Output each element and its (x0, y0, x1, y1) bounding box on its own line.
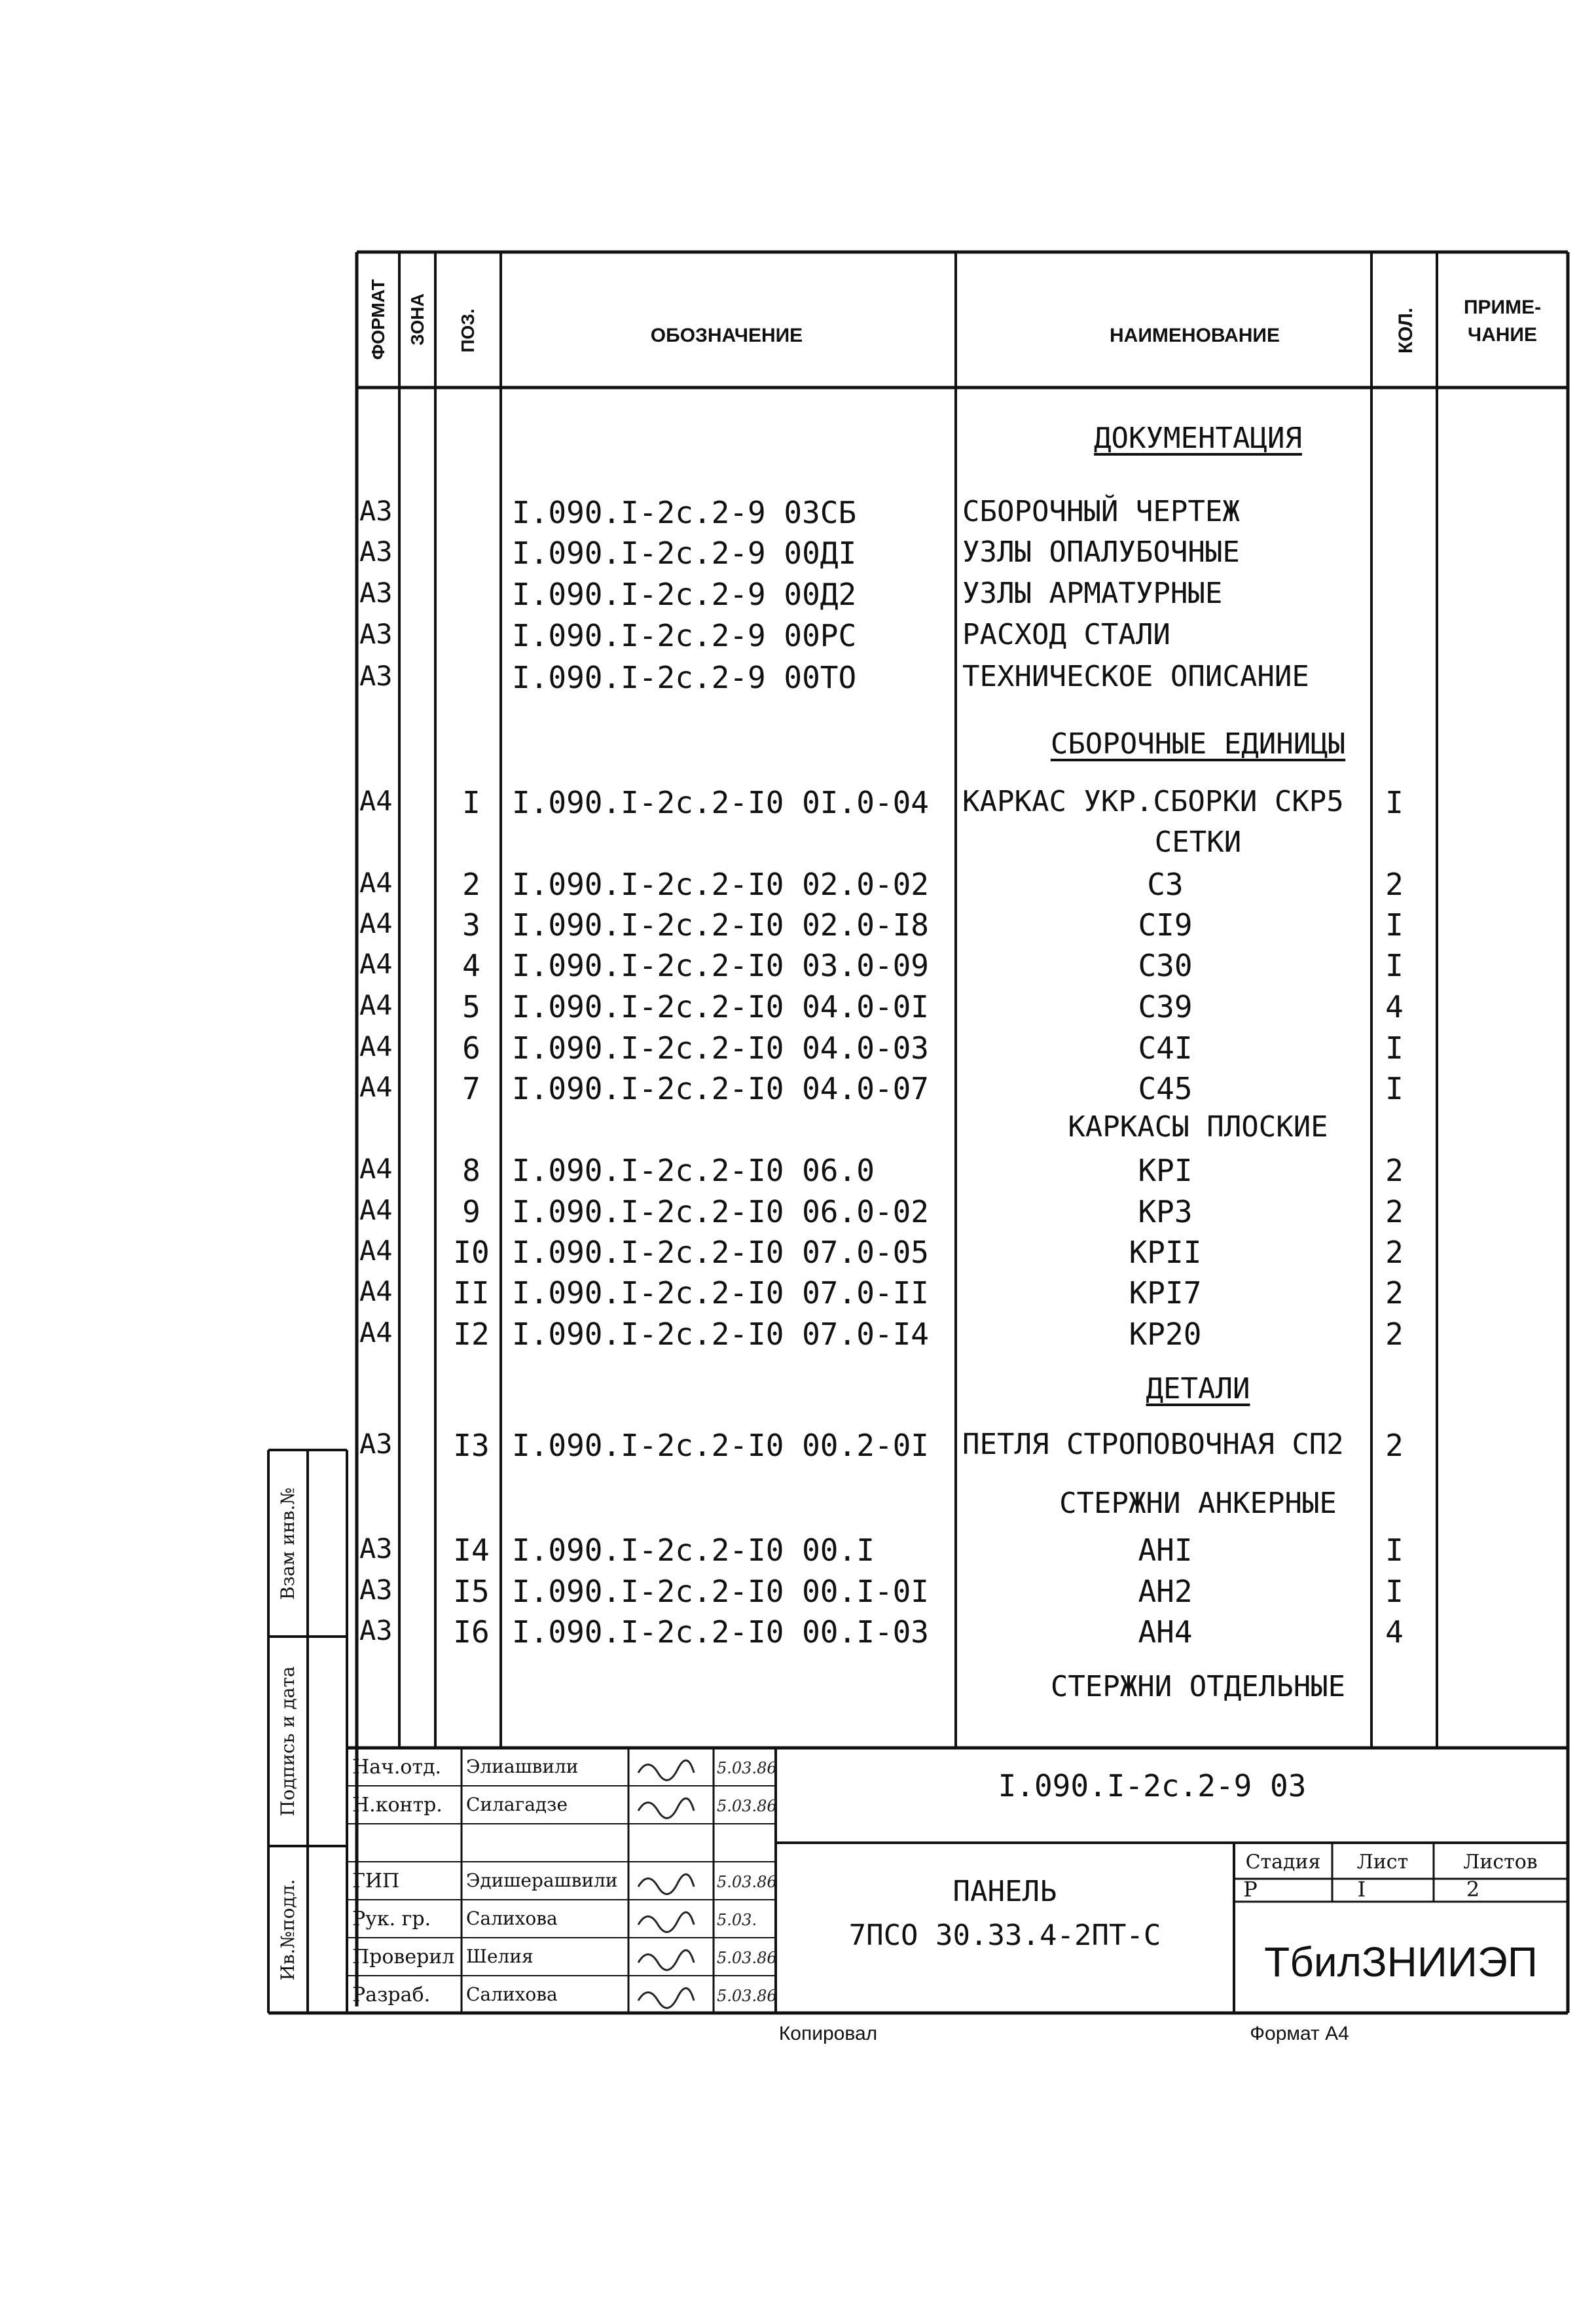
row-name: КАРКАС УКР.СБОРКИ СКР5 (962, 785, 1344, 818)
row-format: А4 (359, 1275, 393, 1307)
row-designation: I.090.I-2с.2-I0 04.0-07 (512, 1071, 929, 1106)
row-format: А4 (359, 1235, 393, 1267)
row-qty: 2 (1385, 1316, 1404, 1352)
signer-date: 5.03.86 (717, 1949, 777, 1967)
row-pos: 6 (462, 1030, 481, 1066)
signer-date: 5.03.86 (717, 1987, 777, 2005)
signer-role: Нач.отд. (352, 1756, 442, 1779)
section-heading: СТЕРЖНИ АНКЕРНЫЕ (1059, 1487, 1337, 1520)
header-note-2: ЧАНИЕ (1468, 324, 1537, 346)
signature-mark (638, 1988, 694, 2008)
row-qty: I (1385, 1030, 1404, 1066)
header-pos: ПОЗ. (458, 308, 478, 353)
row-qty: I (1385, 1532, 1404, 1568)
row-qty: I (1385, 948, 1404, 983)
row-name: АН4 (1138, 1614, 1193, 1650)
row-designation: I.090.I-2с.2-I0 00.I (512, 1532, 875, 1568)
sheet-value: I (1357, 1877, 1366, 1902)
row-format: А3 (359, 660, 393, 692)
row-pos: I2 (453, 1316, 490, 1352)
stage-value: Р (1243, 1877, 1258, 1902)
row-name: СБОРОЧНЫЙ ЧЕРТЕЖ (962, 495, 1240, 528)
doc-number: I.090.I-2с.2-9 03 (998, 1768, 1307, 1803)
row-designation: I.090.I-2с.2-I0 03.0-09 (512, 948, 929, 983)
row-name: АН2 (1138, 1574, 1193, 1609)
side-inv-label: Ив.№подл. (277, 1879, 299, 1981)
row-qty: 4 (1385, 989, 1404, 1024)
signature-mark (638, 1874, 694, 1894)
row-format: А4 (359, 1316, 393, 1349)
row-qty: I (1385, 785, 1404, 820)
row-name: С4I (1138, 1030, 1193, 1066)
row-pos: 4 (462, 948, 481, 983)
section-heading: ДЕТАЛИ (1146, 1372, 1250, 1405)
row-name: УЗЛЫ АРМАТУРНЫЕ (962, 577, 1223, 610)
row-format: А4 (359, 948, 393, 980)
signer-role: Проверил (352, 1946, 455, 1968)
row-pos: I5 (453, 1574, 490, 1609)
row-name: СI9 (1138, 907, 1193, 943)
stage-label: Стадия (1245, 1851, 1321, 1874)
row-format: А3 (359, 495, 393, 527)
section-heading: ДОКУМЕНТАЦИЯ (1094, 422, 1302, 455)
header-qty: КОЛ. (1395, 307, 1417, 354)
signer-date: 5.03.86 (717, 1759, 777, 1777)
section-heading: СЕТКИ (1154, 825, 1242, 859)
row-designation: I.090.I-2с.2-9 00Д2 (512, 577, 857, 612)
row-name: С39 (1138, 989, 1193, 1024)
row-format: А3 (359, 577, 393, 609)
row-designation: I.090.I-2с.2-I0 07.0-I4 (512, 1316, 929, 1352)
row-name: ПЕТЛЯ СТРОПОВОЧНАЯ СП2 (962, 1428, 1344, 1461)
row-pos: 7 (462, 1071, 481, 1106)
signer-name: Элиашвили (466, 1756, 579, 1777)
row-name: РАСХОД СТАЛИ (962, 618, 1170, 651)
row-qty: 2 (1385, 1235, 1404, 1270)
signer-name: Салихова (466, 1984, 558, 2005)
row-format: А3 (359, 618, 393, 650)
row-designation: I.090.I-2с.2-I0 07.0-05 (512, 1235, 929, 1270)
row-pos: 3 (462, 907, 481, 943)
signer-date: 5.03.86 (717, 1797, 777, 1815)
row-format: А4 (359, 1153, 393, 1185)
row-designation: I.090.I-2с.2-I0 00.I-03 (512, 1614, 929, 1650)
row-pos: I6 (453, 1614, 490, 1650)
row-format: А3 (359, 1574, 393, 1606)
header-note-1: ПРИМЕ- (1463, 297, 1542, 318)
row-pos: 2 (462, 867, 481, 902)
row-format: А3 (359, 1428, 393, 1460)
row-name: КРI7 (1129, 1275, 1202, 1311)
title-line-2: 7ПСО 30.33.4-2ПТ-С (848, 1919, 1161, 1952)
signer-name: Эдишерашвили (466, 1870, 618, 1891)
row-name: С30 (1138, 948, 1193, 983)
footer-format: Формат А4 (1250, 2023, 1349, 2044)
row-name: ТЕХНИЧЕСКОЕ ОПИСАНИЕ (962, 660, 1309, 693)
row-qty: I (1385, 907, 1404, 943)
organization: ТбилЗНИИЭП (1264, 1938, 1538, 1985)
row-format: А4 (359, 1194, 393, 1226)
row-format: А3 (359, 1614, 393, 1646)
section-heading: СТЕРЖНИ ОТДЕЛЬНЫЕ (1050, 1670, 1346, 1703)
row-pos: II (453, 1275, 490, 1311)
signature-mark (638, 1760, 694, 1780)
row-pos: I0 (453, 1235, 490, 1270)
row-name: С45 (1138, 1071, 1193, 1106)
signature-mark (638, 1912, 694, 1932)
signer-role: Рук. гр. (352, 1908, 431, 1930)
signer-name: Салихова (466, 1908, 558, 1929)
row-designation: I.090.I-2с.2-I0 07.0-II (512, 1275, 929, 1311)
row-designation: I.090.I-2с.2-I0 02.0-I8 (512, 907, 929, 943)
title-line-1: ПАНЕЛЬ (952, 1875, 1057, 1908)
row-designation: I.090.I-2с.2-9 03СБ (512, 495, 857, 530)
row-qty: I (1385, 1071, 1404, 1106)
sheets-value: 2 (1466, 1877, 1480, 1902)
row-format: А4 (359, 989, 393, 1021)
row-name: УЗЛЫ ОПАЛУБОЧНЫЕ (962, 535, 1240, 569)
row-pos: I (462, 785, 481, 820)
row-qty: 2 (1385, 1153, 1404, 1188)
row-qty: 2 (1385, 1428, 1404, 1463)
signer-role: Н.контр. (352, 1794, 443, 1817)
row-name: КР3 (1138, 1194, 1193, 1229)
row-pos: 9 (462, 1194, 481, 1229)
row-pos: 8 (462, 1153, 481, 1188)
row-designation: I.090.I-2с.2-I0 00.I-0I (512, 1574, 929, 1609)
row-name: КР20 (1129, 1316, 1202, 1352)
row-format: А4 (359, 907, 393, 939)
signer-date: 5.03.86 (717, 1873, 777, 1891)
row-pos: 5 (462, 989, 481, 1024)
footer-copied: Копировал (778, 2023, 878, 2044)
row-qty: 2 (1385, 1194, 1404, 1229)
row-format: А3 (359, 535, 393, 568)
row-name: С3 (1147, 867, 1184, 902)
header-zone: ЗОНА (407, 293, 427, 346)
row-format: А4 (359, 867, 393, 899)
row-qty: 4 (1385, 1614, 1404, 1650)
signature-mark (638, 1950, 694, 1970)
sheet-label: Лист (1356, 1851, 1409, 1874)
header-format: ФОРМАТ (368, 279, 388, 360)
section-heading: СБОРОЧНЫЕ ЕДИНИЦЫ (1050, 727, 1346, 761)
header-name: НАИМЕНОВАНИЕ (1110, 325, 1280, 346)
row-pos: I3 (453, 1428, 490, 1463)
row-designation: I.090.I-2с.2-9 00ТО (512, 660, 857, 695)
side-podpis-label: Подпись и дата (277, 1666, 299, 1817)
signer-date: 5.03. (717, 1911, 757, 1929)
signer-role: Разраб. (352, 1984, 431, 2006)
row-designation: I.090.I-2с.2-9 00РС (512, 618, 857, 653)
signature-mark (638, 1798, 694, 1818)
row-designation: I.090.I-2с.2-I0 00.2-0I (512, 1428, 929, 1463)
row-designation: I.090.I-2с.2-I0 04.0-0I (512, 989, 929, 1024)
signer-role: ГИП (352, 1870, 400, 1893)
row-format: А4 (359, 1030, 393, 1062)
row-name: АНI (1138, 1532, 1193, 1568)
row-qty: 2 (1385, 867, 1404, 902)
row-designation: I.090.I-2с.2-I0 0I.0-04 (512, 785, 929, 820)
row-qty: I (1385, 1574, 1404, 1609)
row-name: КРI (1138, 1153, 1193, 1188)
sheets-label: Листов (1463, 1851, 1538, 1874)
row-format: А4 (359, 785, 393, 817)
row-pos: I4 (453, 1532, 490, 1568)
row-designation: I.090.I-2с.2-9 00ДI (512, 535, 857, 571)
row-name: КРII (1129, 1235, 1202, 1270)
row-designation: I.090.I-2с.2-I0 06.0-02 (512, 1194, 929, 1229)
header-designation: ОБОЗНАЧЕНИЕ (650, 325, 803, 346)
row-qty: 2 (1385, 1275, 1404, 1311)
row-designation: I.090.I-2с.2-I0 06.0 (512, 1153, 875, 1188)
signer-name: Силагадзе (466, 1794, 568, 1815)
section-heading: КАРКАСЫ ПЛОСКИЕ (1068, 1110, 1328, 1144)
side-vzam-label: Взам инв.№ (277, 1487, 299, 1600)
signer-name: Шелия (466, 1946, 534, 1967)
row-format: А4 (359, 1071, 393, 1103)
row-designation: I.090.I-2с.2-I0 04.0-03 (512, 1030, 929, 1066)
row-designation: I.090.I-2с.2-I0 02.0-02 (512, 867, 929, 902)
row-format: А3 (359, 1532, 393, 1565)
